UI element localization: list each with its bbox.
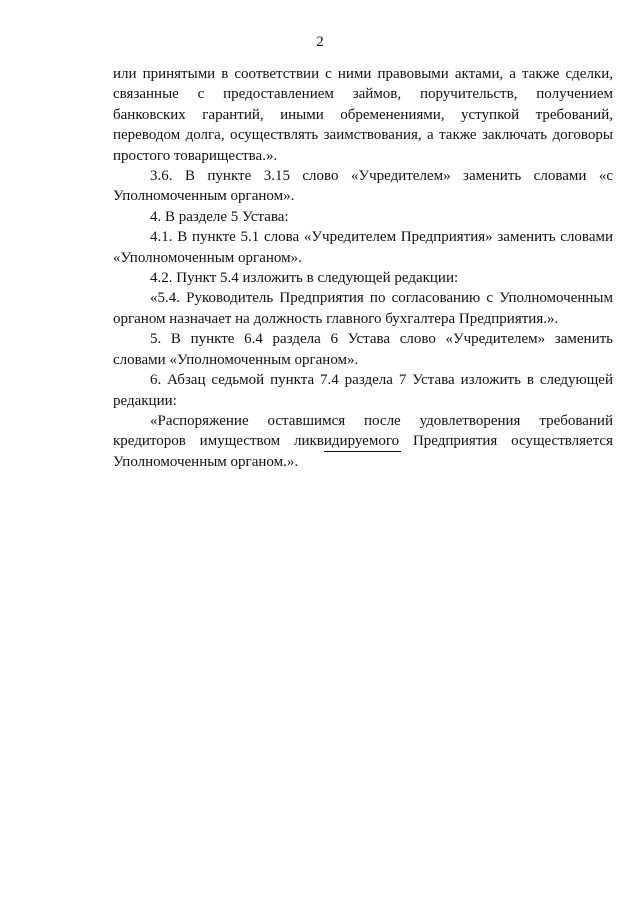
document-body	[113, 64, 613, 472]
end-divider-line	[324, 451, 401, 452]
page-number: 2	[316, 34, 324, 50]
paragraph-item-4-1: 4.1. В пункте 5.1 слова «Учредителем Предприятия» заменить словами «Уполномоченным органом».	[113, 229, 613, 266]
paragraph-item-4-2: 4.2. Пункт 5.4 изложить в следующей редакции:	[150, 270, 459, 287]
paragraph-item-3-6: 3.6. В пункте 3.15 слово «Учредителем» заменить словами «с Уполномоченным органом».	[113, 168, 613, 205]
paragraph-item-6: 6. Абзац седьмой пункта 7.4 раздела 7 Устава изложить в следующей редакции:	[113, 372, 613, 409]
paragraph-continuation: или принятыми в соответствии с ними правовыми актами, а также сделки, связанные с предоставлением займов, поручительств, получением банковских гарантий, иными обременениями, уступкой требований, переводом долга, осуществлять заимствования, а также заключать договоры простого товарищества.».	[113, 66, 613, 164]
paragraph-quote-5-4: «5.4. Руководитель Предприятия по согласованию с Уполномоченным органом назначает на должность главного бухгалтера Предприятия.».	[113, 290, 613, 327]
paragraph-item-5: 5. В пункте 6.4 раздела 6 Устава слово «Учредителем» заменить словами «Уполномоченным органом».	[113, 331, 613, 368]
paragraph-item-4: 4. В разделе 5 Устава:	[150, 208, 289, 225]
paragraph-quote-7-4: «Распоряжение оставшимся после удовлетворения требований кредиторов имуществом ликвидируемого Предприятия осуществляется Уполномоченным органом.».	[113, 412, 613, 470]
